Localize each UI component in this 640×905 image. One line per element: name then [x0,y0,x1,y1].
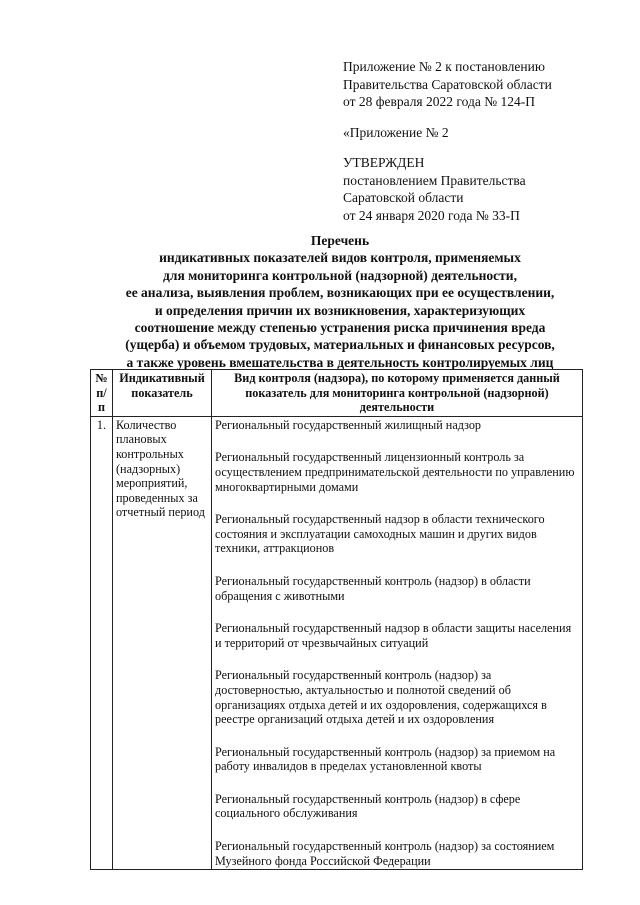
quote-appendix: «Приложение № 2 [343,124,449,140]
title-line-2: индикативных показателей видов контроля, применяемых [159,250,521,266]
appendix-line-1: Приложение № 2 к постановлению [343,59,545,74]
header-indicator: Индикативный показатель [113,370,212,417]
approved-by-line-2: Саратовской области [343,190,464,205]
control-item: Региональный государственный контроль (надзор) за приемом на работу инвалидов в пределах установленной квоты [215,744,556,774]
control-item: Региональный государственный надзор в области защиты населения и территорий от чрезвычайных ситуаций [215,621,572,650]
table-row [91,416,583,869]
approved-by-line-1: постановлением Правительства [343,172,526,188]
title-line-4: ее анализа, выявления проблем, возникающих при ее осуществлении, [125,285,555,301]
indicator-cell: Количество плановых контрольных (надзорных) мероприятий, проведенных за отчетный период [113,416,212,869]
table-header-row [91,370,583,417]
approved-heading: УТВЕРЖДЕН [343,155,425,170]
row-number: 1. [91,416,113,869]
title-line-6: соотношение между степенью устранения риска причинения вреда [134,320,546,336]
title-line-1: Перечень [310,233,370,248]
control-item: Региональный государственный жилищный надзор [215,417,482,432]
title-line-7: (ущерба) и объемом трудовых, материальных и финансовых ресурсов, [125,337,555,353]
indicators-table [90,369,583,870]
control-item: Региональный государственный надзор в области технического состояния и эксплуатации самоходных машин и других видов техники, аттракционов [215,512,545,556]
title-line-3: для мониторинга контрольной (надзорной) деятельности, [163,267,517,283]
control-item: Региональный государственный контроль (надзор) за состоянием Музейного фонда Российской Федерации [215,839,555,868]
control-item: Региональный государственный контроль (надзор) в области обращения с животными [215,573,531,603]
control-item: Региональный государственный контроль (надзор) в сфере социального обслуживания [215,791,521,821]
appendix-line-2: Правительства Саратовской области [343,76,552,92]
header-control-kind: Вид контроля (надзора), по которому применяется данный показатель для мониторинга контрольной (надзорной) деятельности [212,370,583,417]
title-line-8: а также уровень вмешательства в деятельность контролируемых лиц [126,354,554,370]
control-item: Региональный государственный лицензионный контроль за осуществлением предпринимательской деятельности по управлению многоквартирными домами [215,450,575,494]
control-kinds-cell [212,416,583,869]
appendix-header [343,58,633,224]
header-num: № п/п [91,370,113,417]
approved-date: от 24 января 2020 года № 33-П [343,207,520,223]
appendix-line-3: от 28 февраля 2022 года № 124-П [343,94,535,109]
control-item: Региональный государственный контроль (надзор) за достоверностью, актуальностью и полнотой сведений об организациях отдыха детей и их оздоровления, содержащихся в реестре организаций отдыха детей и их оздоровления [215,668,547,727]
document-title [80,232,600,371]
title-line-5: и определения причин их возникновения, характеризующих [154,302,526,318]
